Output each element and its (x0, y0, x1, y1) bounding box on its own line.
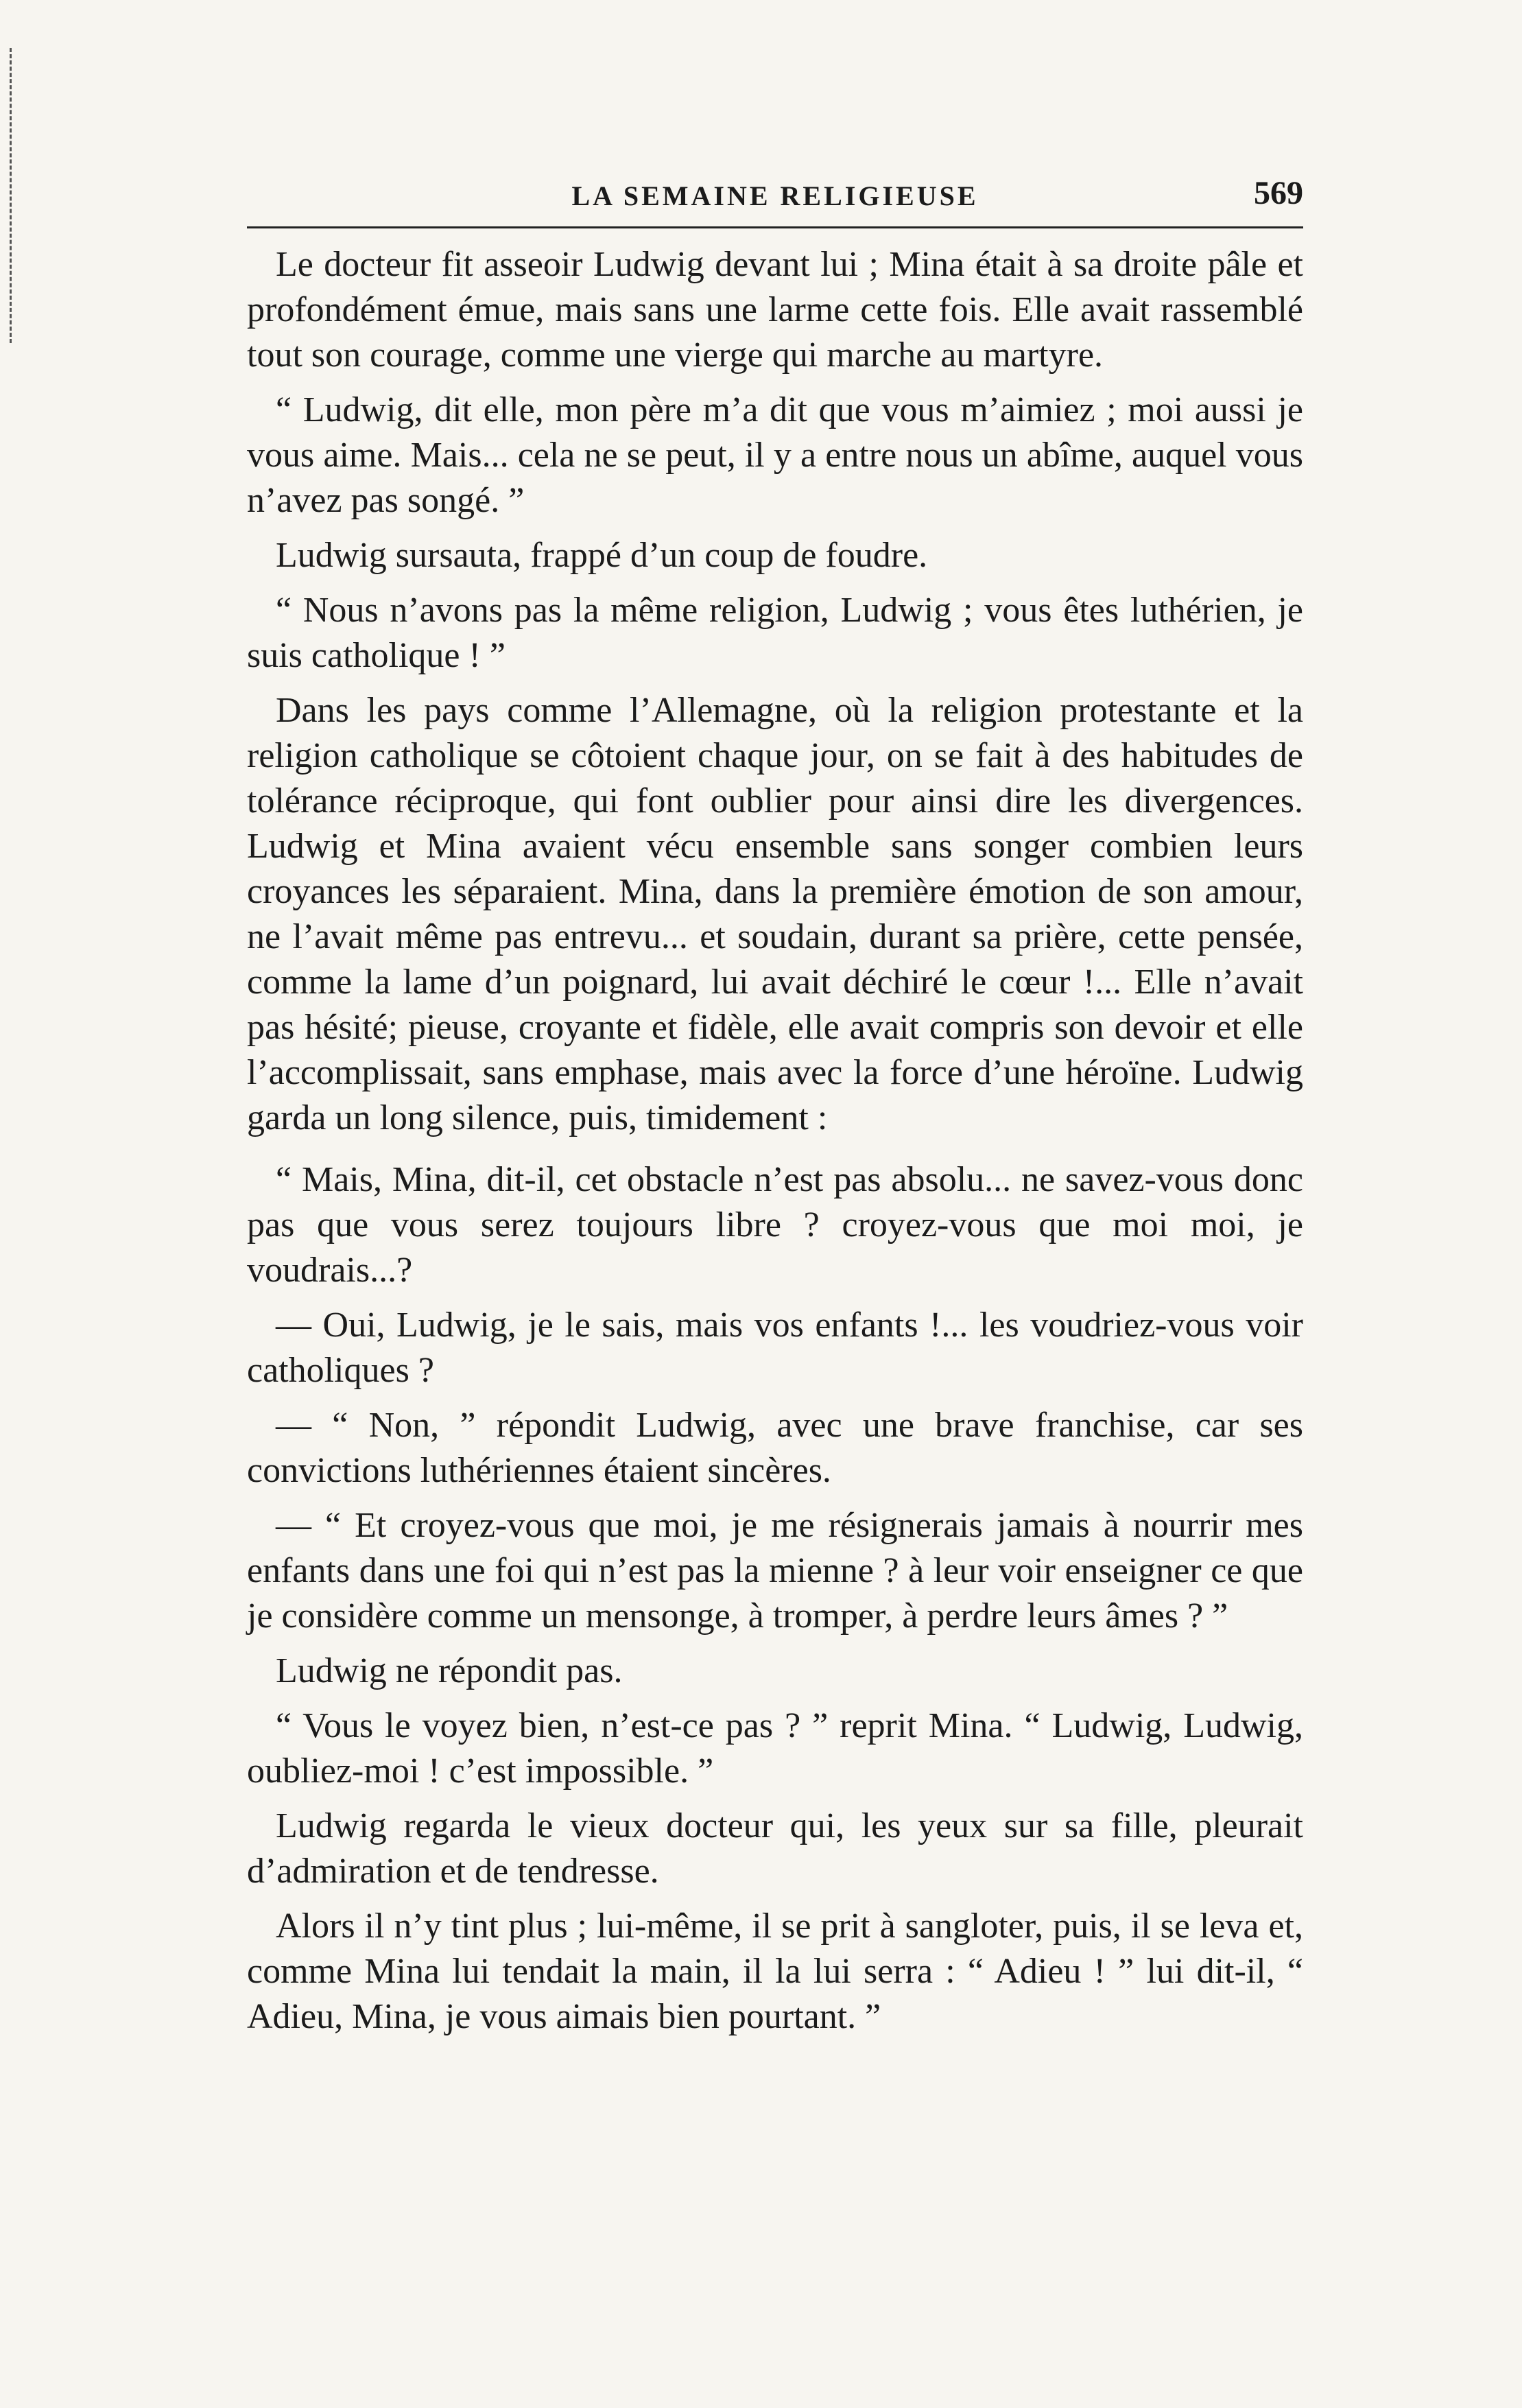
paragraph-3: Ludwig sursauta, frappé d’un coup de foudre. (276, 536, 928, 575)
paragraph-2: “ Ludwig, dit elle, mon père m’a dit que vous m’aimiez ; moi aussi je vous aime. Mais... cela ne se peut, il y a entre nous un abîme, auquel vous n’avez pas songé. ” (247, 390, 1303, 520)
margin-binding-marks (10, 48, 14, 343)
paragraph-11: “ Vous le voyez bien, n’est-ce pas ? ” reprit Mina. “ Ludwig, Ludwig, oubliez-moi ! c’est impossible. ” (247, 1706, 1303, 1791)
paragraph-6: “ Mais, Mina, dit-il, cet obstacle n’est pas absolu... ne savez-vous donc pas que vous serez toujours libre ? croyez-vous que moi moi, je voudrais...? (247, 1160, 1303, 1290)
paragraph-9: — “ Et croyez-vous que moi, je me résignerais jamais à nourrir mes enfants dans une foi qui n’est pas la mienne ? à leur voir enseigner ce que je considère comme un mensonge, à tromper, à perdre leurs âmes ? ” (247, 1506, 1303, 1636)
page-number: 569 (1254, 175, 1303, 211)
paragraph-7: — Oui, Ludwig, je le sais, mais vos enfants !... les voudriez-vous voir catholiques ? (247, 1306, 1303, 1390)
paragraph-10: Ludwig ne répondit pas. (276, 1651, 623, 1690)
paragraph-5: Dans les pays comme l’Allemagne, où la religion protestante et la religion catholique se côtoient chaque jour, on se fait à des habitudes de tolérance réciproque, qui font oublier pour ainsi dire les divergences. Ludwig et Mina avaient vécu ensemble sans songer combien leurs croyances les séparaient. Mina, dans la première émotion de son amour, ne l’avait même pas entrevu... et soudain, durant sa prière, cette pensée, comme la lame d’un poignard, lui avait déchiré le cœur !... Elle n’avait pas hésité; pieuse, croyante et fidèle, elle avait compris son devoir et elle l’accomplissait, sans emphase, mais avec la force d’une héroïne. Ludwig garda un long silence, puis, timidement : (247, 691, 1303, 1137)
body-text (247, 242, 1303, 2040)
running-title: LA SEMAINE RELIGIEUSE (571, 180, 979, 211)
paragraph-8: — “ Non, ” répondit Ludwig, avec une brave franchise, car ses convictions luthériennes étaient sincères. (247, 1406, 1303, 1490)
running-head (247, 165, 1303, 228)
paragraph-12: Ludwig regarda le vieux docteur qui, les yeux sur sa fille, pleurait d’admiration et de tendresse. (247, 1806, 1303, 1891)
paragraph-4: “ Nous n’avons pas la même religion, Ludwig ; vous êtes luthérien, je suis catholique ! ” (247, 591, 1303, 675)
paragraph-13: Alors il n’y tint plus ; lui-même, il se prit à sangloter, puis, il se leva et, comme Mina lui tendait la main, il la lui serra : “ Adieu ! ” lui dit-il, “ Adieu, Mina, je vous aimais bien pourtant. ” (247, 1907, 1303, 2036)
paragraph-1: Le docteur fit asseoir Ludwig devant lui ; Mina était à sa droite pâle et profondément émue, mais sans une larme cette fois. Elle avait rassemblé tout son courage, comme une vierge qui marche au martyre. (247, 245, 1303, 375)
book-page (247, 165, 1303, 2049)
